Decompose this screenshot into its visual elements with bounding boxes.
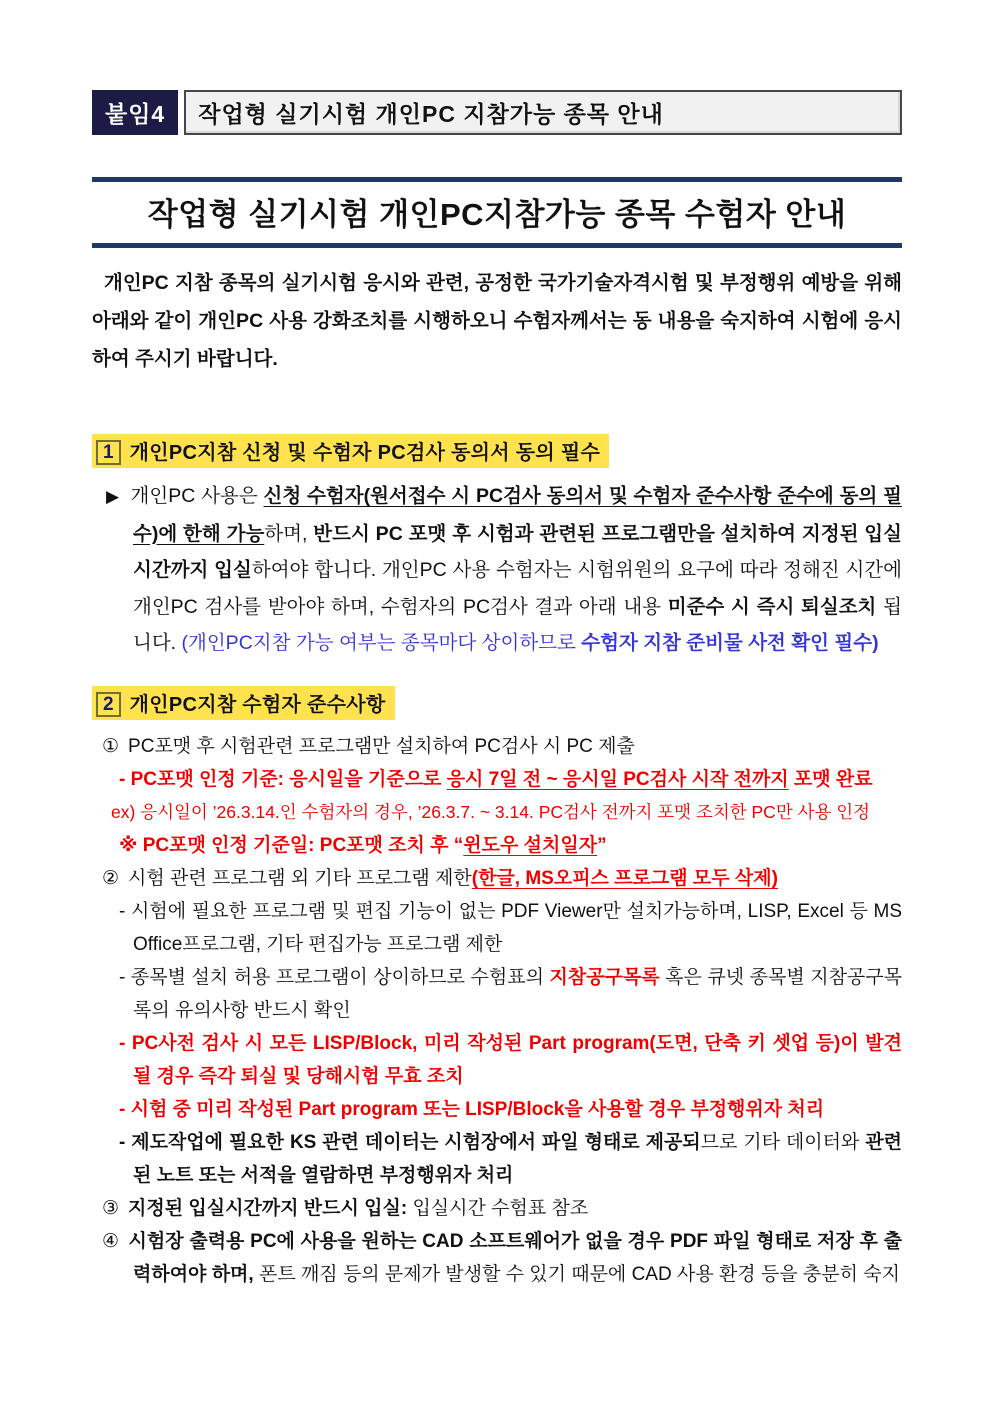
text-segment: 미준수 시 즉시 퇴실조치 <box>667 595 877 618</box>
circled-1-icon: ① <box>102 735 120 757</box>
text-segment: 반드시 PC 포맷 후 시험과 관련된 프로그램만을 설치하여 지정된 입실시간까지 입실 <box>133 522 902 581</box>
list-item-1-sub-format-rule <box>92 763 902 796</box>
rules-list <box>92 730 902 1291</box>
section-2-title: 개인PC지참 수험자 준수사항 <box>129 693 386 716</box>
attachment-title-box: 작업형 실기시험 개인PC 지참가능 종목 안내 <box>184 90 902 135</box>
intro-paragraph: 개인PC 지참 종목의 실기시험 응시와 관련, 공정한 국가기술자격시험 및 부정행위 예방을 위해 아래와 같이 개인PC 사용 강화조치를 시행하오니 수험자께서는 동 내용을 숙지하여 시험에 응시하여 주시기 바랍니다. <box>92 272 902 370</box>
attachment-header <box>92 90 902 135</box>
list-item-2-sub-tool-list <box>92 961 902 1027</box>
text-segment: 하며, <box>264 522 314 545</box>
list-item-1 <box>92 730 902 763</box>
triangle-bullet-icon: ▶ <box>106 487 120 506</box>
text-segment: - PC포맷 인정 기준: 응시일을 기준으로 <box>119 768 447 790</box>
text-segment: 개인PC 사용은 <box>130 485 264 507</box>
text-segment: ” <box>597 834 607 856</box>
section-2 <box>92 686 902 1291</box>
section-1 <box>92 434 902 662</box>
page-title: 작업형 실기시험 개인PC지참가능 종목 수험자 안내 <box>92 177 902 248</box>
text-segment: ※ PC포맷 인정 기준일: PC포맷 조치 후 “ <box>119 834 464 856</box>
list-item-3-text <box>128 1198 588 1219</box>
section-1-bullet-text <box>131 485 902 654</box>
text-segment: 관련된 노트 또는 서적을 열람하면 부정행위자 처리 <box>133 1131 902 1186</box>
text-segment: PC포맷 후 시험관련 프로그램만 설치하여 PC검사 시 PC 제출 <box>128 735 635 757</box>
list-item-2-text <box>128 868 778 889</box>
section-1-bullet <box>92 478 902 662</box>
text-segment: ex) 응시일이 ’26.3.14.인 수험자의 경우, ’26.3.7. ~ 3.14. PC검사 전까지 포맷 조치한 PC만 사용 인정 <box>111 801 871 822</box>
text-segment: (한글, MS오피스 프로그램 모두 삭제) <box>471 867 778 889</box>
list-item-1-text <box>128 736 635 757</box>
text-segment: 수험자 지참 준비물 사전 확인 필수) <box>581 632 879 654</box>
text-segment: - 종목별 설치 허용 프로그램이 상이하므로 수험표의 <box>119 966 550 988</box>
text-segment: 하여야 합니다. 개인PC 사용 수험자는 시험위원의 요구에 따라 정해진 시간에 개인PC 검사를 받아야 하며, 수험자의 PC검사 결과 아래 내용 <box>133 559 902 618</box>
circled-2-icon: ② <box>102 867 120 889</box>
text-segment: 혹은 큐넷 종목별 지참공구목록의 유의사항 반드시 확인 <box>133 966 902 1021</box>
list-item-1-sub-note <box>92 829 902 862</box>
text-segment: 지정된 입실시간까지 반드시 입실: <box>128 1197 408 1219</box>
list-item-1-sub-example <box>92 796 902 829</box>
text-segment: 지참공구목록 <box>549 966 660 988</box>
text-segment: 시험장 출력용 PC에 사용을 원하는 CAD 소프트웨어가 없을 경우 PDF 파일 형태로 저장 후 출력하여야 하며, <box>128 1230 902 1285</box>
list-item-2-sub-pdf-viewer <box>92 895 902 961</box>
section-1-number: 1 <box>96 440 121 465</box>
section-2-number: 2 <box>96 692 121 717</box>
section-2-heading <box>92 686 395 720</box>
text-segment: 포맷 완료 <box>788 768 873 790</box>
list-item-3 <box>92 1192 902 1225</box>
text-segment: - 시험 중 미리 작성된 Part program 또는 LISP/Block을 사용할 경우 부정행위자 처리 <box>119 1098 825 1120</box>
list-item-2 <box>92 862 902 895</box>
circled-3-icon: ③ <box>102 1197 120 1219</box>
text-segment: 입실시간 수험표 참조 <box>407 1197 589 1219</box>
list-item-4-text <box>129 1231 902 1285</box>
attachment-badge: 붙임4 <box>92 90 178 135</box>
text-segment: 윈도우 설치일자 <box>463 834 598 856</box>
circled-4-icon: ④ <box>102 1230 120 1252</box>
section-1-title: 개인PC지참 신청 및 수험자 PC검사 동의서 동의 필수 <box>129 442 601 464</box>
text-segment: 신청 수험자(원서접수 시 PC검사 동의서 및 수험자 준수사항 준수에 동의 필수)에 한해 가능 <box>133 485 902 545</box>
text-segment: 폰트 깨짐 등의 문제가 발생할 수 있기 때문에 CAD 사용 환경 등을 충분히 숙지 <box>253 1263 900 1285</box>
section-1-heading <box>92 434 609 468</box>
text-segment: - PC사전 검사 시 모든 LISP/Block, 미리 작성된 Part program(도면, 단축 키 셋업 등)이 발견될 경우 즉각 퇴실 및 당해시험 무효 조치 <box>119 1032 902 1087</box>
list-item-2-sub-during-exam <box>92 1093 902 1126</box>
text-segment: 됩니다. <box>133 595 902 654</box>
text-segment: 므로 기타 데이터와 <box>700 1131 866 1153</box>
text-segment: - 제도작업에 필요한 KS 관련 데이터는 시험장에서 파일 형태로 제공되 <box>119 1131 701 1153</box>
text-segment: 시험 관련 프로그램 외 기타 프로그램 제한 <box>128 867 472 889</box>
list-item-2-sub-pre-check <box>92 1027 902 1093</box>
text-segment: (개인PC지참 가능 여부는 종목마다 상이하므로 <box>181 632 582 654</box>
list-item-4 <box>92 1225 902 1291</box>
list-item-2-sub-ks-data <box>92 1126 902 1192</box>
text-segment: 응시 7일 전 ~ 응시일 PC검사 시작 전까지 <box>446 768 789 790</box>
text-segment: - 시험에 필요한 프로그램 및 편집 기능이 없는 PDF Viewer만 설치가능하며, LISP, Excel 등 MS Office프로그램, 기타 편집가능 프로그램 제한 <box>119 900 902 955</box>
